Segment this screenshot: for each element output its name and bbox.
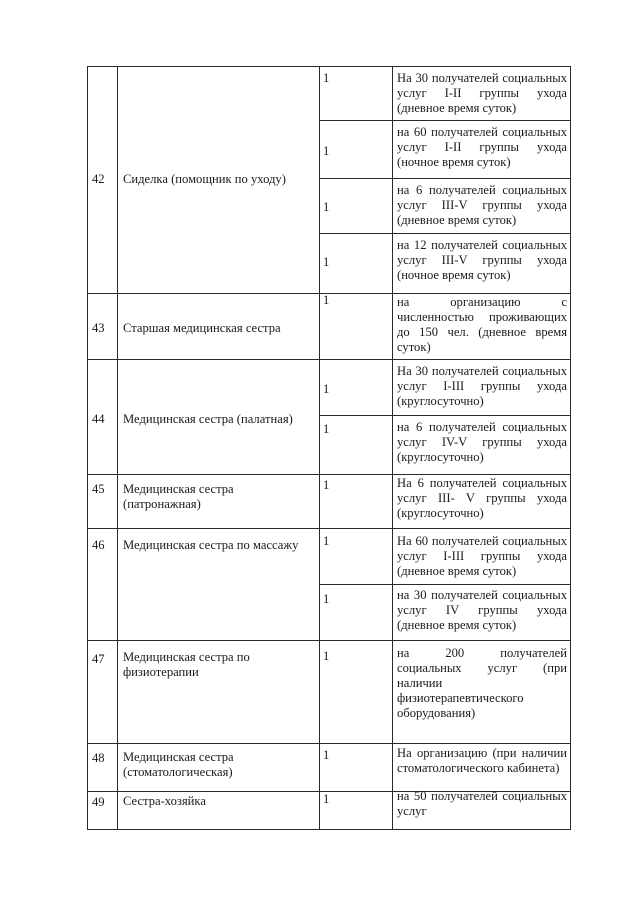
staffing-norm: На 30 получателей социальных услуг I-II группы ухода (дневное время суток) xyxy=(397,71,567,115)
position-name: Старшая медицинская сестра xyxy=(123,321,281,335)
staffing-table xyxy=(87,66,571,830)
quantity: 1 xyxy=(323,200,330,214)
quantity: 1 xyxy=(323,649,330,663)
table-border-bottom xyxy=(87,829,571,830)
quantity: 1 xyxy=(323,478,330,492)
row-divider xyxy=(87,640,571,641)
row-number: 46 xyxy=(92,538,105,552)
row-divider xyxy=(87,474,571,475)
table-border-top xyxy=(87,66,571,67)
quantity: 1 xyxy=(323,293,330,307)
row-divider xyxy=(87,359,571,360)
subrow-divider xyxy=(319,178,571,179)
table-border-right xyxy=(570,66,571,830)
quantity: 1 xyxy=(323,748,330,762)
quantity: 1 xyxy=(323,534,330,548)
staffing-norm: На 6 получателей социальных услуг III- V группы ухода (круглосуточно) xyxy=(397,476,567,520)
position-name: Сиделка (помощник по уходу) xyxy=(123,172,286,186)
quantity: 1 xyxy=(323,71,330,85)
column-divider xyxy=(392,66,393,830)
quantity: 1 xyxy=(323,144,330,158)
staffing-norm: на 6 получателей социальных услуг III-V группы ухода (дневное время суток) xyxy=(397,183,567,227)
position-name: Медицинская сестра (стоматологическая) xyxy=(123,750,234,779)
staffing-norm: На 60 получателей социальных услуг I-III группы ухода (дневное время суток) xyxy=(397,534,567,578)
staffing-norm: на 6 получателей социальных услуг IV-V группы ухода (круглосуточно) xyxy=(397,420,567,464)
position-name: Медицинская сестра (палатная) xyxy=(123,412,293,426)
row-number: 43 xyxy=(92,321,105,335)
quantity: 1 xyxy=(323,382,330,396)
row-divider xyxy=(87,743,571,744)
quantity: 1 xyxy=(323,792,330,806)
quantity: 1 xyxy=(323,422,330,436)
row-number: 49 xyxy=(92,795,105,809)
staffing-norm: На организацию (при наличии стоматологического кабинета) xyxy=(397,746,567,775)
row-number: 44 xyxy=(92,412,105,426)
staffing-norm: на 60 получателей социальных услуг I-II группы ухода (ночное время суток) xyxy=(397,125,567,169)
staffing-norm: на 12 получателей социальных услуг III-V группы ухода (ночное время суток) xyxy=(397,238,567,282)
staffing-norm: на 30 получателей социальных услуг IV группы ухода (дневное время суток) xyxy=(397,588,567,632)
subrow-divider xyxy=(319,584,571,585)
staffing-norm: на организацию с численностью проживающих до 150 чел. (дневное время суток) xyxy=(397,295,567,354)
column-divider xyxy=(319,66,320,830)
subrow-divider xyxy=(319,415,571,416)
row-divider xyxy=(87,528,571,529)
row-number: 47 xyxy=(92,652,105,666)
staffing-norm: на 50 получателей социальных услуг xyxy=(397,789,567,818)
subrow-divider xyxy=(319,120,571,121)
quantity: 1 xyxy=(323,255,330,269)
row-number: 42 xyxy=(92,172,105,186)
position-name: Сестра-хозяйка xyxy=(123,794,206,808)
quantity: 1 xyxy=(323,592,330,606)
column-divider xyxy=(117,66,118,830)
position-name: Медицинская сестра по физиотерапии xyxy=(123,650,250,679)
subrow-divider xyxy=(319,233,571,234)
staffing-norm: На 30 получателей социальных услуг I-III группы ухода (круглосуточно) xyxy=(397,364,567,408)
position-name: Медицинская сестра (патронажная) xyxy=(123,482,234,511)
table-border-left xyxy=(87,66,88,830)
row-number: 45 xyxy=(92,482,105,496)
staffing-norm: на 200 получателей социальных услуг (при наличии физиотерапевтического оборудования) xyxy=(397,646,567,720)
row-number: 48 xyxy=(92,751,105,765)
position-name: Медицинская сестра по массажу xyxy=(123,538,299,552)
